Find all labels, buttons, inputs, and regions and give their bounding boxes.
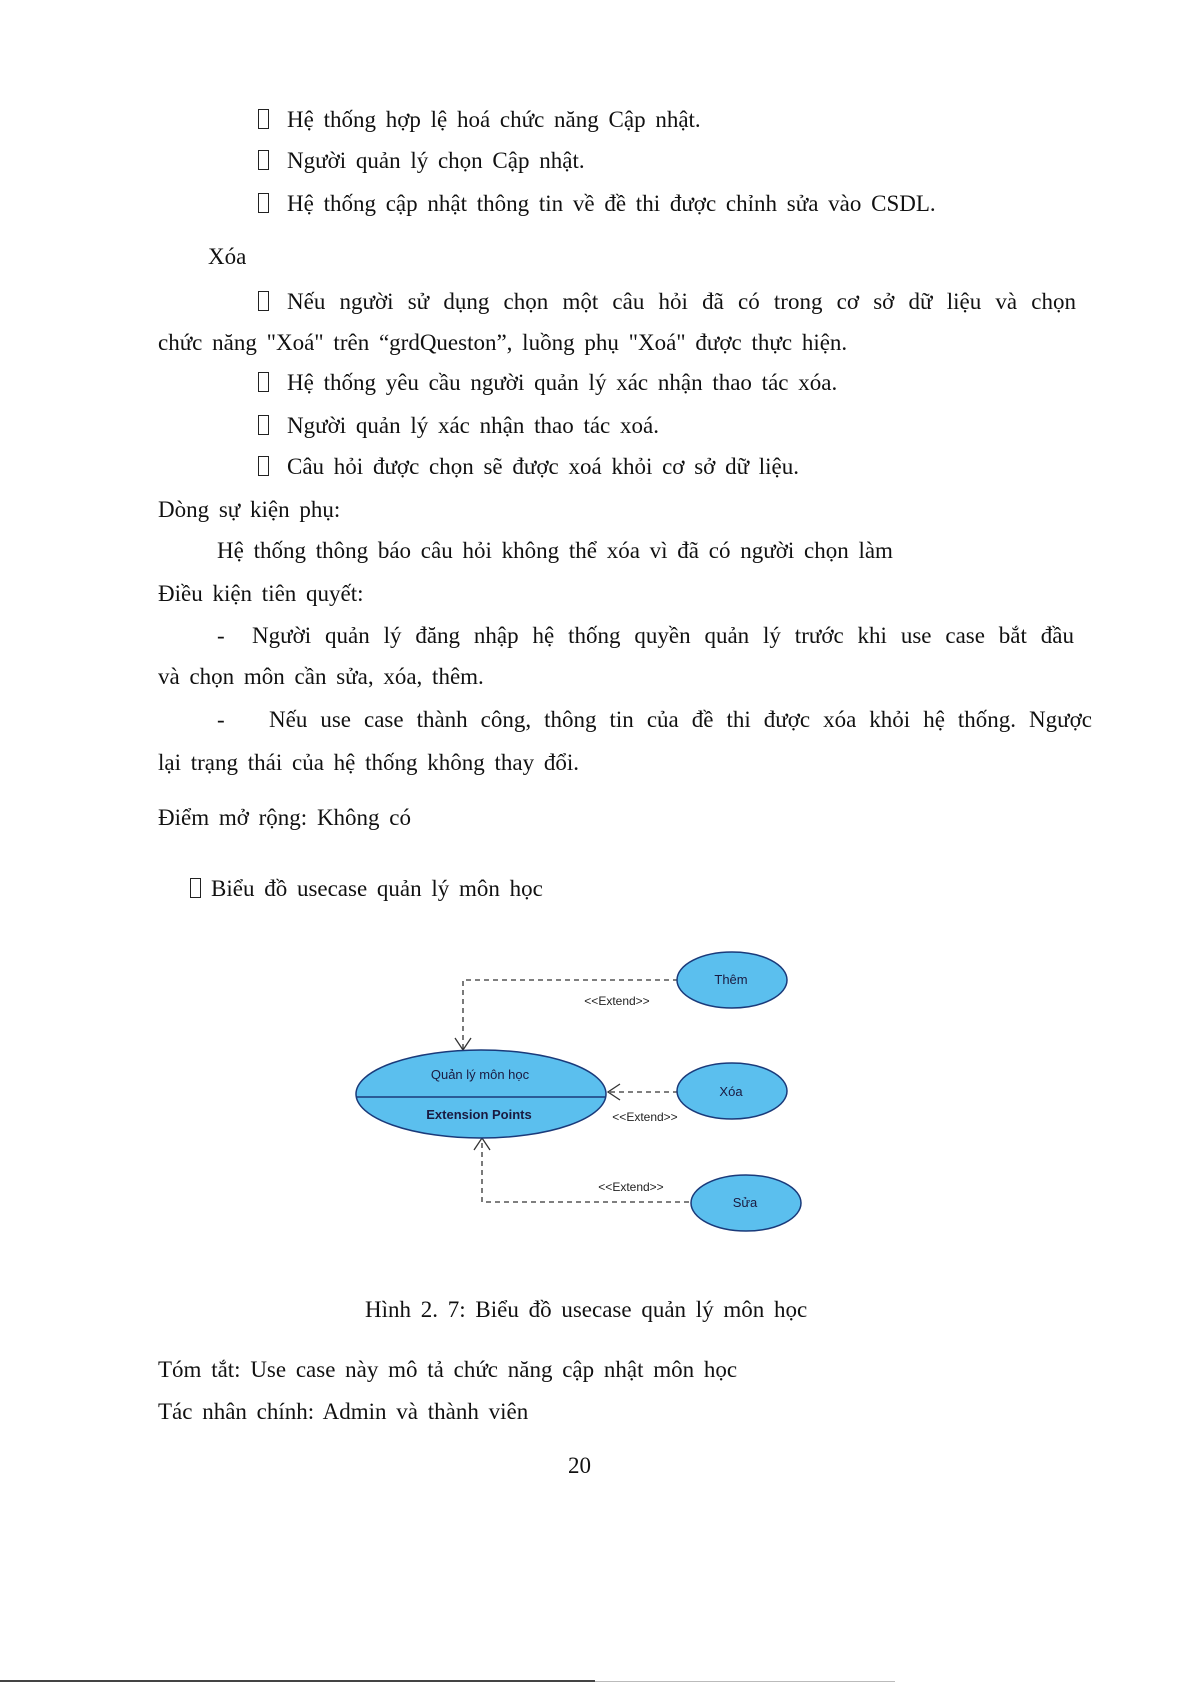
bullet-icon <box>258 109 269 129</box>
bullet-icon <box>258 415 269 435</box>
step-manager-selects-update: Người quản lý chọn Cập nhật. <box>258 147 585 175</box>
extension-points-label: Extension Points <box>426 1107 532 1122</box>
footer-rule-light <box>595 1681 895 1682</box>
delete-step-1a: Nếu người sử dụng chọn một câu hỏi đã có trong cơ sở dữ liệu và chọn <box>258 288 1076 316</box>
bullet-icon <box>258 372 269 392</box>
delete-step-4: Câu hỏi được chọn sẽ được xoá khỏi cơ sở dữ liệu. <box>258 453 799 481</box>
extend-label-them: <<Extend>> <box>584 994 650 1008</box>
precondition-heading: Điều kiện tiên quyết: <box>158 581 364 606</box>
bullet-icon <box>258 456 269 476</box>
usecase-them-label: Thêm <box>714 972 748 987</box>
extend-label-xoa: <<Extend>> <box>612 1110 678 1124</box>
bullet-icon <box>258 291 269 311</box>
delete-step-3: Người quản lý xác nhận thao tác xoá. <box>258 412 659 440</box>
summary: Tóm tắt: Use case này mô tả chức năng cập nhật môn học <box>158 1357 738 1382</box>
usecase-main-label: Quản lý môn học <box>430 1067 530 1082</box>
extension-point: Điểm mở rộng: Không có <box>158 805 412 830</box>
figure-caption: Hình 2. 7: Biểu đồ usecase quản lý môn học <box>365 1297 808 1322</box>
precondition-dash-1: - <box>217 623 225 648</box>
extend-line-them <box>463 980 678 1050</box>
bullet-icon <box>190 878 201 898</box>
step-validate-update: Hệ thống hợp lệ hoá chức năng Cập nhật. <box>258 106 701 134</box>
precondition-1b: và chọn môn cần sửa, xóa, thêm. <box>158 664 484 689</box>
precondition-1a: Người quản lý đăng nhập hệ thống quyền quản lý trước khi use case bắt đầu <box>252 623 1074 648</box>
diagram-bullet: Biểu đồ usecase quản lý môn học <box>190 875 543 903</box>
extend-label-sua: <<Extend>> <box>598 1180 664 1194</box>
step-system-updates: Hệ thống cập nhật thông tin về đề thi được chỉnh sửa vào CSDL. <box>258 190 936 218</box>
alt-flow-heading: Dòng sự kiện phụ: <box>158 497 341 522</box>
delete-step-1b: chức năng "Xoá" trên “grdQueston”, luồng phụ "Xoá" được thực hiện. <box>158 330 848 355</box>
precondition-2a: Nếu use case thành công, thông tin của đề thi được xóa khỏi hệ thống. Ngược <box>269 707 1092 732</box>
usecase-sua-label: Sửa <box>732 1195 758 1210</box>
delete-step-2: Hệ thống yêu cầu người quản lý xác nhận thao tác xóa. <box>258 369 837 397</box>
main-actor: Tác nhân chính: Admin và thành viên <box>158 1399 529 1424</box>
precondition-dash-2: - <box>217 707 225 732</box>
page-number: 20 <box>568 1453 591 1478</box>
xoa-heading: Xóa <box>208 244 247 269</box>
precondition-2b: lại trạng thái của hệ thống không thay đổi. <box>158 750 579 775</box>
usecase-xoa-label: Xóa <box>719 1084 743 1099</box>
usecase-diagram <box>380 972 860 1340</box>
bullet-icon <box>258 150 269 170</box>
footer-rule <box>0 1680 595 1682</box>
bullet-icon <box>258 193 269 213</box>
alt-flow-text: Hệ thống thông báo câu hỏi không thể xóa vì đã có người chọn làm <box>217 538 893 563</box>
usecase-quan-ly-mon-hoc <box>356 1050 606 1138</box>
